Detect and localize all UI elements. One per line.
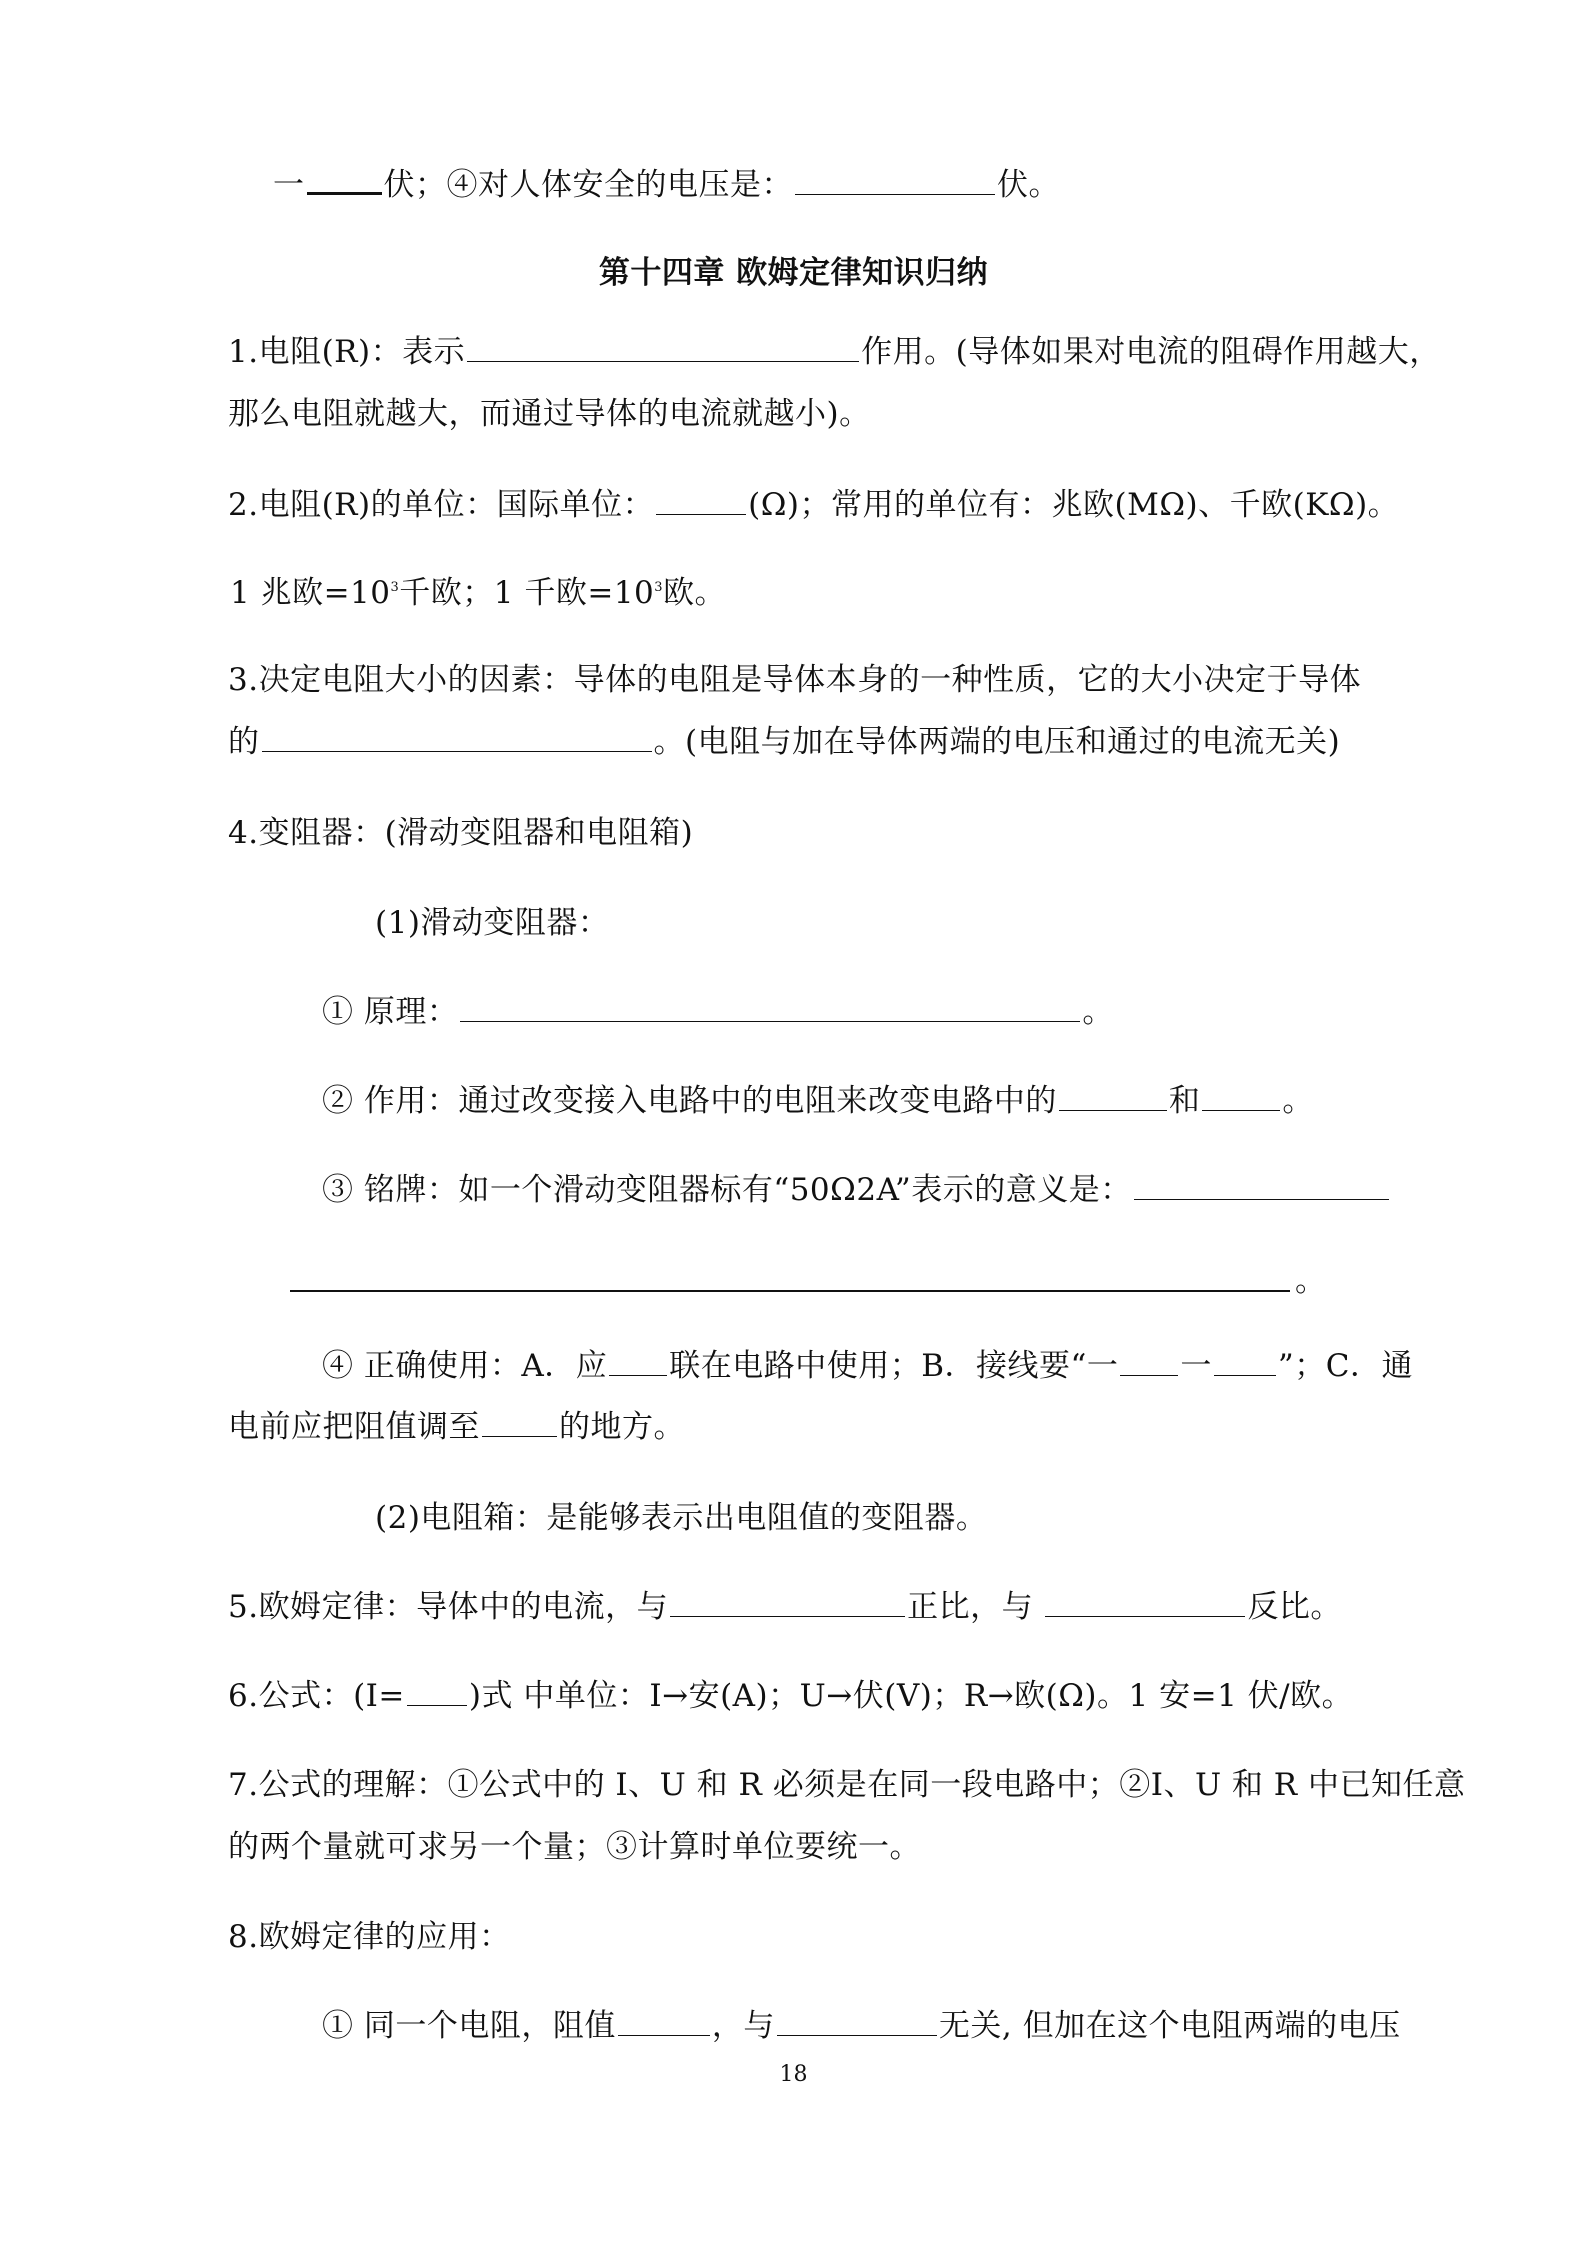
superscript: 3 [390, 580, 400, 595]
text-segment: ② 作用：通过改变接入电路中的电阻来改变电路中的 [322, 1083, 1057, 1119]
text-line: 。 [1295, 1263, 1327, 1299]
fill-blank[interactable] [1134, 1198, 1389, 1200]
text-line [322, 1172, 1391, 1208]
fill-blank[interactable] [609, 1374, 667, 1376]
text-segment: ，与 [711, 2008, 775, 2044]
text-segment: 伏。 [997, 167, 1060, 203]
page-number: 18 [779, 2062, 808, 2087]
text-segment: 和 [1168, 1083, 1201, 1119]
text-line [228, 724, 1341, 760]
text-line: (2)电阻箱：是能够表示出电阻值的变阻器。 [375, 1500, 988, 1536]
text-line [228, 1589, 1342, 1625]
text-segment: 1 兆欧=10 [230, 575, 391, 611]
text-segment: 联在电路中使用；B．接线要“一 [669, 1348, 1119, 1384]
fill-blank[interactable] [656, 513, 746, 515]
text-segment: 。 [1282, 1083, 1314, 1119]
fill-blank[interactable] [1120, 1374, 1178, 1376]
fill-blank[interactable] [460, 1020, 1080, 1022]
text-line: (1)滑动变阻器： [375, 905, 610, 941]
text-segment: )式 中单位：I→安(A)；U→伏(V)；R→欧(Ω)。1 安=1 伏/欧。 [468, 1678, 1354, 1714]
text-segment: 伏；④对人体安全的电压是： [383, 167, 793, 203]
text-segment: 无关, 但加在这个电阻两端的电压 [938, 2008, 1401, 2044]
text-line [228, 334, 1441, 370]
text-line [228, 1678, 1354, 1714]
fill-blank[interactable] [1045, 1615, 1245, 1617]
text-segment: ④ 正确使用：A．应 [322, 1348, 608, 1384]
text-segment: 正比，与 [907, 1589, 1044, 1625]
text-segment: 欧。 [663, 575, 727, 611]
text-segment: (Ω)；常用的单位有：兆欧(MΩ)、千欧(KΩ)。 [748, 487, 1400, 523]
text-line [322, 994, 1114, 1030]
text-line [322, 2008, 1401, 2044]
fill-blank[interactable] [618, 2034, 710, 2036]
fill-blank[interactable] [262, 750, 652, 752]
text-segment: 的 [228, 724, 260, 760]
text-segment: ③ 铭牌：如一个滑动变阻器标有“50Ω2A”表示的意义是： [322, 1172, 1132, 1208]
fill-blank[interactable] [467, 360, 859, 362]
superscript: 3 [654, 580, 664, 595]
fill-blank[interactable] [482, 1435, 557, 1437]
fill-blank[interactable] [1214, 1374, 1276, 1376]
text-segment: 千欧；1 千欧=10 [399, 575, 655, 611]
text-line [322, 1083, 1314, 1119]
fill-blank[interactable] [1059, 1109, 1167, 1111]
text-segment: 作用。(导体如果对电流的阻碍作用越大， [861, 334, 1441, 370]
fill-blank[interactable] [307, 191, 382, 195]
text-line: 3.决定电阻大小的因素：导体的电阻是导体本身的一种性质，它的大小决定于导体 [228, 662, 1362, 698]
fill-blank[interactable] [1202, 1109, 1280, 1111]
chapter-title: 第十四章 欧姆定律知识归纳 [598, 255, 989, 291]
text-line [230, 575, 727, 611]
text-segment: 。(电阻与加在导体两端的电压和通过的电流无关) [653, 724, 1341, 760]
text-segment: ① 原理： [322, 994, 459, 1030]
fill-blank[interactable] [407, 1704, 467, 1706]
text-line: 8.欧姆定律的应用： [228, 1919, 511, 1955]
text-segment: ① 同一个电阻，阻值 [322, 2008, 616, 2044]
text-line [273, 167, 1060, 203]
text-segment: 一 [273, 167, 305, 203]
text-segment: 反比。 [1247, 1589, 1342, 1625]
text-segment: 6.公式：(I= [228, 1678, 405, 1714]
text-segment: ”；C．通 [1277, 1348, 1413, 1384]
text-line: 那么电阻就越大，而通过导体的电流就越小)。 [228, 396, 871, 432]
text-segment: 电前应把阻值调至 [228, 1409, 480, 1445]
text-line: 4.变阻器：(滑动变阻器和电阻箱) [228, 815, 694, 851]
fill-blank[interactable] [795, 193, 995, 195]
text-segment: 。 [1082, 994, 1114, 1030]
fill-blank[interactable] [290, 1290, 1290, 1292]
text-segment: 的地方。 [559, 1409, 685, 1445]
text-line [322, 1348, 1413, 1384]
text-segment: 2.电阻(R)的单位：国际单位： [228, 487, 655, 523]
text-line [228, 1409, 685, 1445]
text-segment: 5.欧姆定律：导体中的电流，与 [228, 1589, 669, 1625]
fill-blank[interactable] [670, 1615, 905, 1617]
text-segment: 1.电阻(R)：表示 [228, 334, 466, 370]
text-line: 的两个量就可求另一个量；③计算时单位要统一。 [228, 1829, 921, 1865]
text-segment: 一 [1180, 1348, 1212, 1384]
fill-blank[interactable] [777, 2034, 937, 2036]
text-line [228, 487, 1400, 523]
text-line: 7.公式的理解：①公式中的 I、U 和 R 必须是在同一段电路中；②I、U 和 R 中已知任意 [228, 1767, 1466, 1803]
